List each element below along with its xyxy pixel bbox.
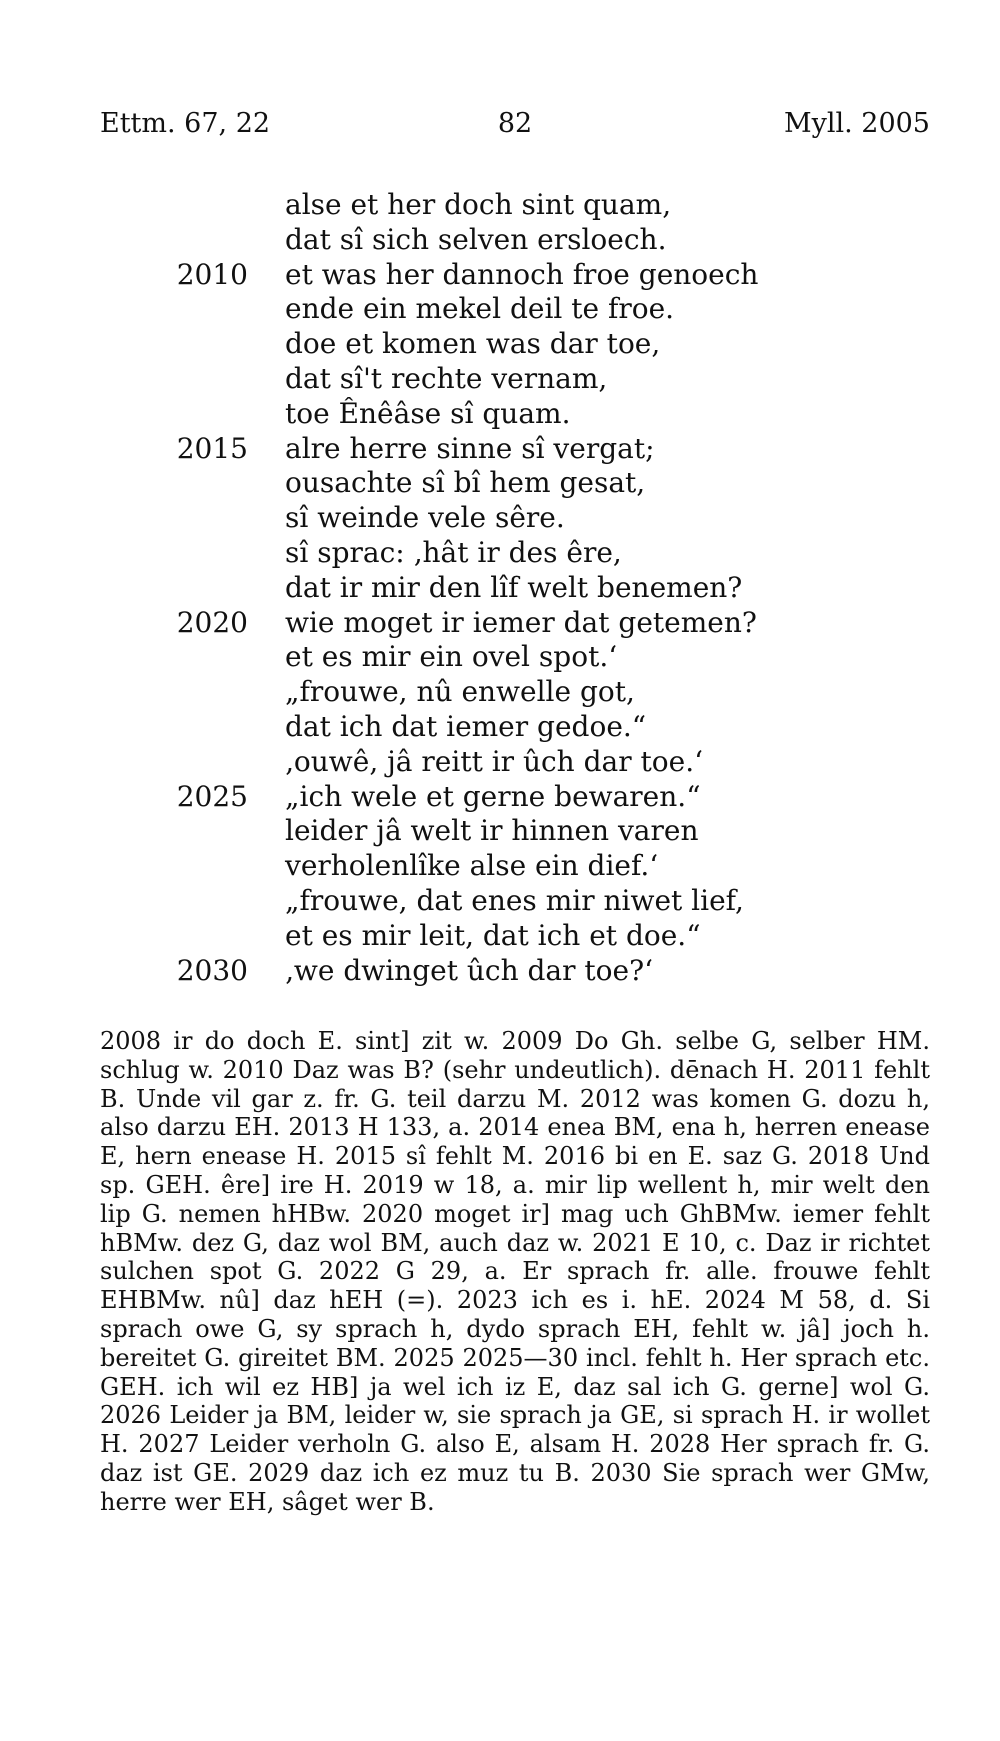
verse-text: „frouwe, nû enwelle got, (285, 675, 635, 709)
verse-line (0, 849, 1000, 884)
line-number: 2025 (176, 779, 248, 813)
verse-line (0, 432, 1000, 467)
verse-line (0, 919, 1000, 954)
verse-line (0, 954, 1000, 989)
verse-line (0, 536, 1000, 571)
verse-line (0, 606, 1000, 641)
verse-line (0, 397, 1000, 432)
verse-text: et es mir ein ovel spot.‘ (285, 640, 618, 674)
line-number: 2020 (176, 605, 248, 639)
verse-line (0, 188, 1000, 223)
verse-line (0, 884, 1000, 919)
verse-line (0, 675, 1000, 710)
header-citation-left: Ettm. 67, 22 (100, 108, 271, 139)
verse-line (0, 466, 1000, 501)
verse-text: dat ich dat iemer gedoe.“ (285, 709, 647, 743)
verse-text: sî sprac: ‚hât ir des êre, (285, 535, 622, 569)
verse-text: ‚we dwinget ûch dar toe?‘ (285, 953, 654, 987)
line-number: 2030 (176, 953, 248, 987)
verse-text: wie moget ir iemer dat getemen? (285, 605, 757, 639)
verse-line (0, 501, 1000, 536)
verse-text: alse et her doch sint quam, (285, 188, 672, 221)
header-citation-right: Myll. 2005 (783, 108, 930, 139)
verse-text: „frouwe, dat enes mir niwet lief, (285, 883, 744, 917)
verse-line (0, 258, 1000, 293)
poem-text (0, 188, 1000, 988)
verse-text: leider jâ welt ir hinnen varen (285, 814, 699, 848)
verse-text: doe et komen was dar toe, (285, 327, 661, 361)
verse-text: sî weinde vele sêre. (285, 501, 565, 535)
verse-text: verholenlîke alse ein dief.‘ (285, 849, 659, 883)
verse-line (0, 292, 1000, 327)
verse-text: toe Ênêâse sî quam. (285, 396, 571, 430)
verse-line (0, 571, 1000, 606)
verse-line (0, 710, 1000, 745)
verse-text: dat sî sich selven ersloech. (285, 222, 667, 256)
verse-line (0, 223, 1000, 258)
verse-text: ‚ouwê, jâ reitt ir ûch dar toe.‘ (285, 744, 703, 778)
verse-line (0, 780, 1000, 815)
verse-line (0, 362, 1000, 397)
verse-line (0, 640, 1000, 675)
verse-text: et was her dannoch froe genoech (285, 257, 759, 291)
verse-text: alre herre sinne sî vergat; (285, 431, 655, 465)
verse-text: ousachte sî bî hem gesat, (285, 466, 646, 500)
verse-text: „ich wele et gerne bewaren.“ (285, 779, 701, 813)
critical-apparatus: 2008 ir do doch E. sint] zit w. 2009 Do Gh. selbe G, selber HM. schlug w. 2010 Daz was B? (sehr undeutlich). dēnach H. 2011 fehlt B. Unde vil gar z. fr. G. teil darzu M. 2012 was komen G. dozu h, also darzu EH. 2013 H 133, a. 2014 enea BM, ena h, herren enease E, hern enease H. 2015 sî fehlt M. 2016 bi en E. saz G. 2018 Und sp. GEH. êre] ire H. 2019 w 18, a. mir lip wellent h, mir welt den lip G. nemen hHBw. 2020 moget ir] mag uch GhBMw. iemer fehlt hBMw. dez G, daz wol BM, auch daz w. 2021 E 10, c. Daz ir richtet sulchen spot G. 2022 G 29, a. Er sprach fr. alle. frouwe fehlt EHBMw. nû] daz hEH (=). 2023 ich es i. hE. 2024 M 58, d. Si sprach owe G, sy sprach h, dydo sprach EH, fehlt w. jâ] joch h. bereitet G. gireitet BM. 2025 2025—30 incl. fehlt h. Her sprach etc. GEH. ich wil ez HB] ja wel ich iz E, daz sal ich G. gerne] wol G. 2026 Leider ja BM, leider w, sie sprach ja GE, si sprach H. ir wollet H. 2027 Leider verholn G. also E, alsam H. 2028 Her sprach fr. G. daz ist GE. 2029 daz ich ez muz tu B. 2030 Sie sprach wer GMw, herre wer EH, sâget wer B. (100, 1027, 930, 1516)
verse-line (0, 327, 1000, 362)
line-number: 2010 (176, 257, 248, 291)
verse-line (0, 745, 1000, 780)
verse-text: dat ir mir den lîf welt benemen? (285, 570, 743, 604)
verse-text: et es mir leit, dat ich et doe.“ (285, 918, 701, 952)
verse-text: ende ein mekel deil te froe. (285, 292, 675, 326)
verse-line (0, 814, 1000, 849)
verse-text: dat sî't rechte vernam, (285, 361, 608, 395)
page-number: 82 (497, 108, 533, 139)
page-header (100, 108, 930, 148)
line-number: 2015 (176, 431, 248, 465)
